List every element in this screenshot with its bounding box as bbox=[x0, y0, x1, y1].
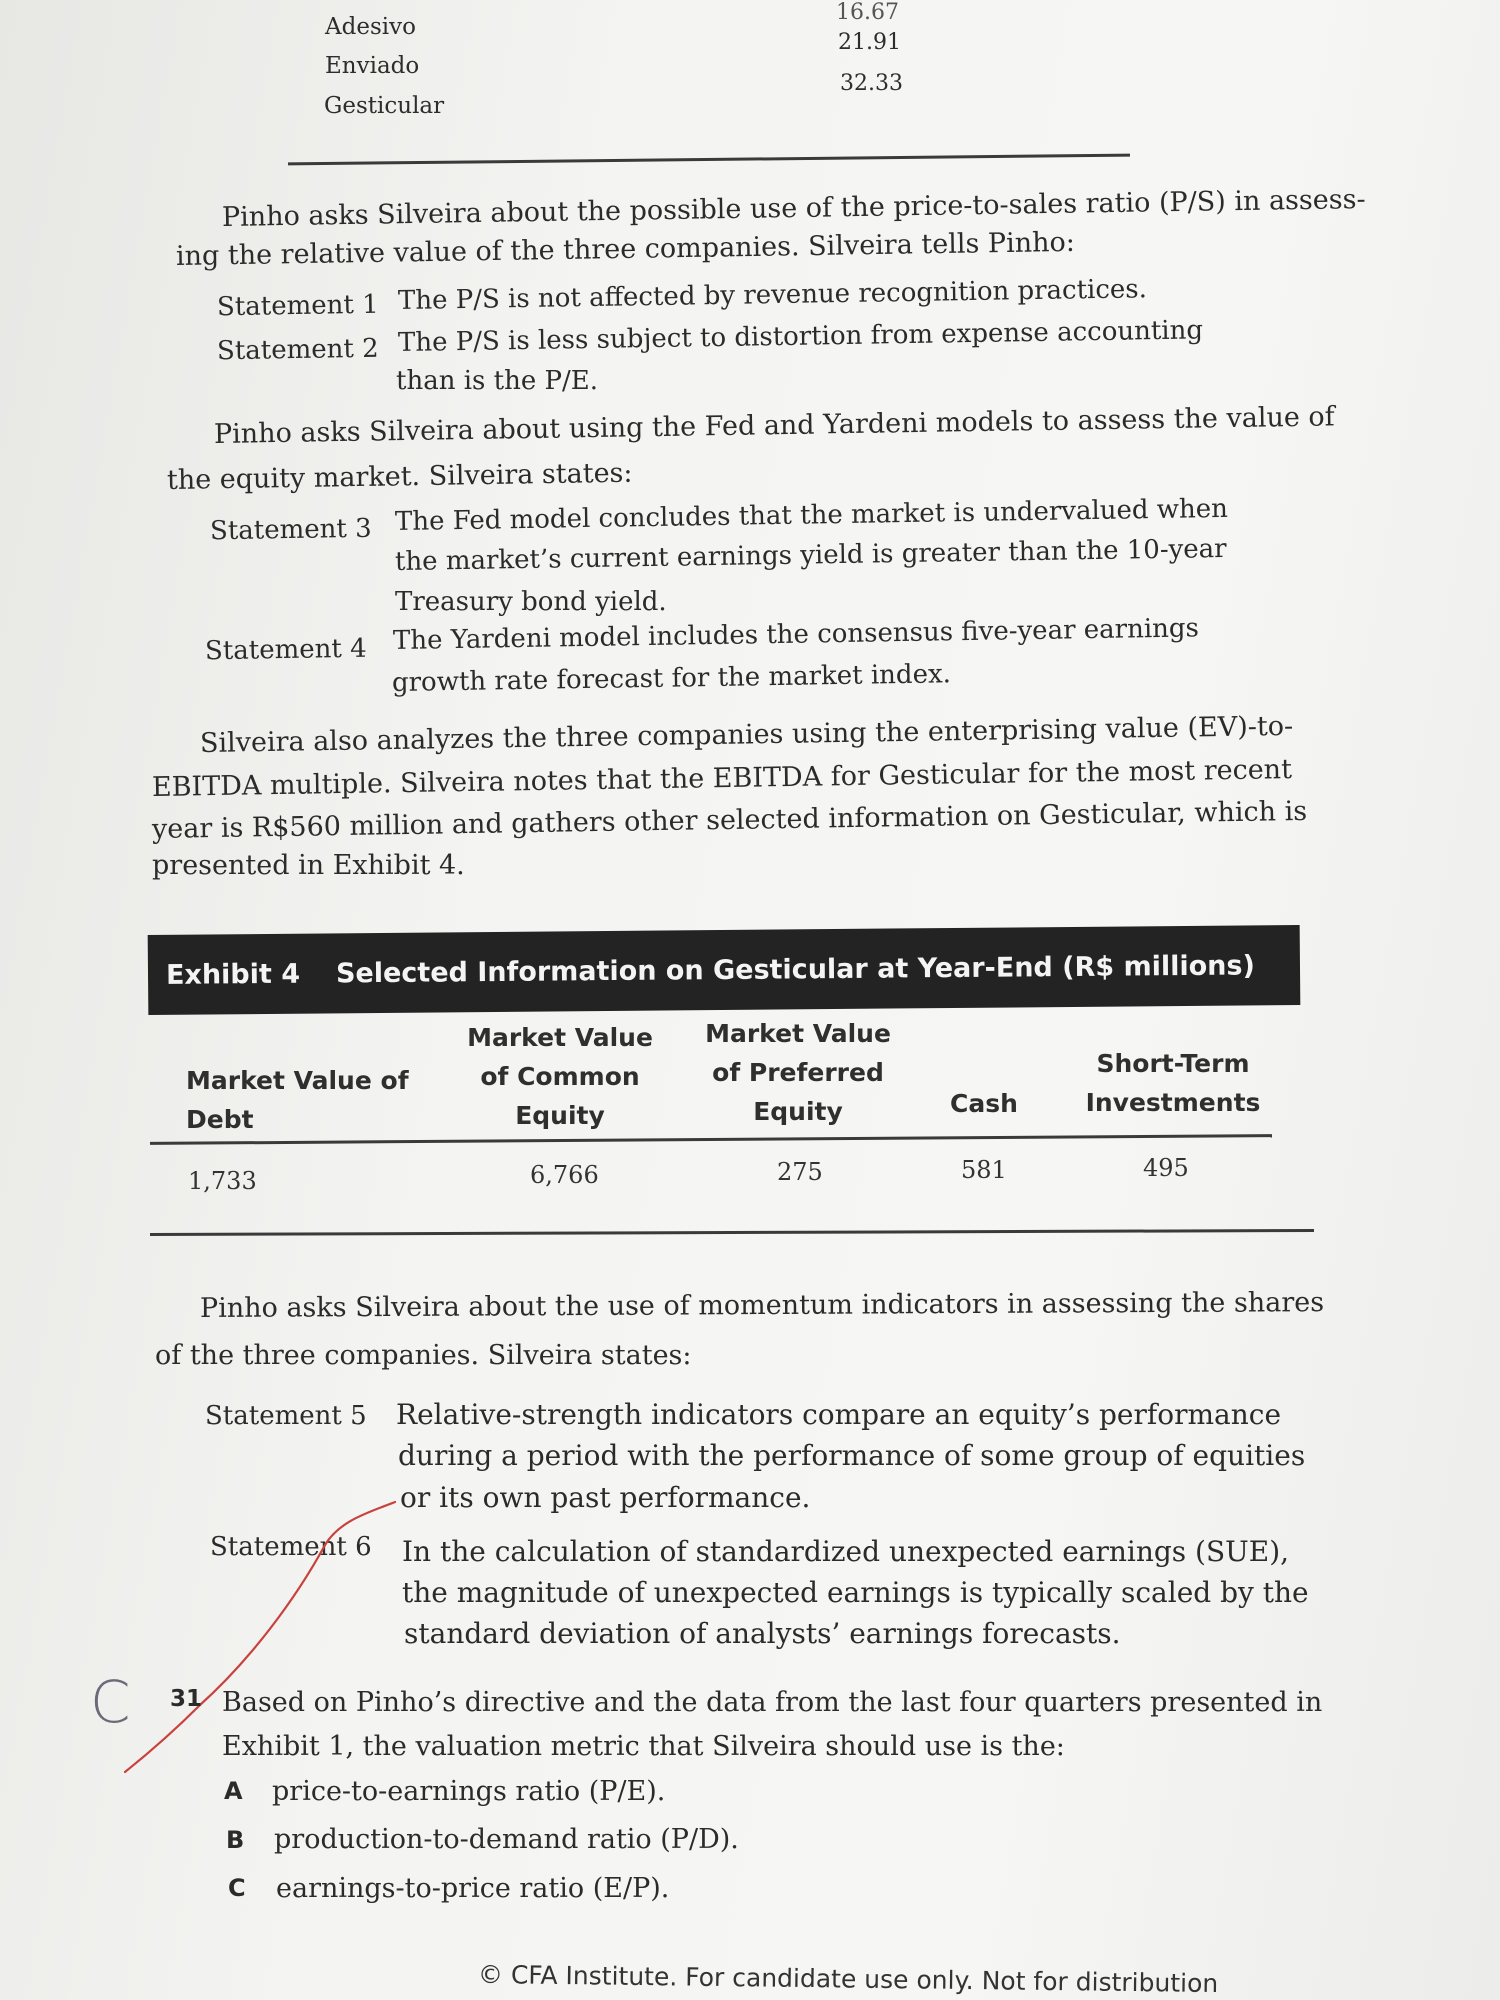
statement-label: Statement 2 bbox=[216, 333, 379, 367]
column-header-debt bbox=[186, 1061, 409, 1139]
statement-text: In the calculation of standardized unexpected earnings (SUE), bbox=[402, 1535, 1290, 1568]
handwritten-answer-mark: C bbox=[90, 1668, 131, 1736]
paragraph-line: Silveira also analyzes the three companies using the enterprising value (EV)-to- bbox=[199, 710, 1294, 759]
statement-text: The P/S is less subject to distortion from expense accounting bbox=[397, 315, 1204, 358]
header-line: Market Value of bbox=[186, 1066, 409, 1095]
top-table-row-name: Gesticular bbox=[324, 93, 445, 119]
statement-text: Relative-strength indicators compare an equity’s performance bbox=[396, 1398, 1282, 1431]
header-line: of Common bbox=[480, 1062, 640, 1091]
question-number: 31 bbox=[170, 1686, 203, 1712]
statement-text: The Fed model concludes that the market is undervalued when bbox=[394, 493, 1229, 537]
cell-short-term-investments: 495 bbox=[1143, 1154, 1189, 1182]
option-text[interactable]: earnings-to-price ratio (E/P). bbox=[276, 1873, 670, 1904]
statement-text: The P/S is not affected by revenue recognition practices. bbox=[397, 274, 1148, 316]
paragraph-line: of the three companies. Silveira states: bbox=[155, 1340, 692, 1371]
paragraph-line: EBITDA multiple. Silveira notes that the EBITDA for Gesticular for the most recent bbox=[151, 754, 1293, 803]
statement-text: growth rate forecast for the market index. bbox=[391, 659, 952, 698]
header-line: Cash bbox=[950, 1089, 1018, 1118]
header-line: Equity bbox=[515, 1101, 605, 1130]
cell-common-equity: 6,766 bbox=[530, 1161, 599, 1189]
paragraph-line: the equity market. Silveira states: bbox=[166, 457, 633, 496]
statement-text: the magnitude of unexpected earnings is typically scaled by the bbox=[402, 1576, 1309, 1609]
paragraph-line: Pinho asks Silveira about the use of momentum indicators in assessing the shares bbox=[199, 1287, 1325, 1324]
statement-text: standard deviation of analysts’ earnings forecasts. bbox=[404, 1617, 1121, 1650]
statement-label: Statement 3 bbox=[209, 513, 372, 547]
statement-text: than is the P/E. bbox=[396, 366, 598, 396]
cell-cash: 581 bbox=[961, 1156, 1007, 1184]
statement-label: Statement 1 bbox=[216, 289, 379, 323]
cell-debt: 1,733 bbox=[188, 1167, 257, 1195]
header-line: Equity bbox=[753, 1097, 843, 1126]
column-header-cash bbox=[950, 1084, 1018, 1123]
statement-text: the market’s current earnings yield is greater than the 10-year bbox=[394, 533, 1227, 577]
header-line: of Preferred bbox=[712, 1058, 884, 1087]
exhibit-title-bar bbox=[148, 925, 1301, 1015]
option-letter: C bbox=[228, 1874, 246, 1902]
statement-text: Treasury bond yield. bbox=[395, 587, 667, 617]
statement-text: or its own past performance. bbox=[400, 1481, 811, 1514]
column-header-preferred-equity bbox=[698, 1014, 898, 1131]
header-line: Short-Term bbox=[1096, 1049, 1250, 1078]
top-table-row-value: 32.33 bbox=[840, 71, 903, 96]
header-line: Market Value bbox=[705, 1019, 891, 1048]
copyright-footer: © CFA Institute. For candidate use only. Not for distribution bbox=[477, 1960, 1219, 1999]
exhibit-bottom-rule bbox=[150, 1229, 1314, 1236]
paragraph-line: ing the relative value of the three companies. Silveira tells Pinho: bbox=[175, 226, 1076, 272]
paragraph-line: Pinho asks Silveira about using the Fed and Yardeni models to assess the value of bbox=[213, 401, 1335, 450]
column-header-short-term-investments bbox=[1078, 1044, 1268, 1122]
table-bottom-rule bbox=[288, 154, 1130, 166]
option-letter: A bbox=[224, 1777, 243, 1805]
question-text-line: Based on Pinho’s directive and the data from the last four quarters presented in bbox=[222, 1687, 1323, 1718]
header-line: Market Value bbox=[467, 1023, 653, 1052]
question-text-line: Exhibit 1, the valuation metric that Silveira should use is the: bbox=[222, 1731, 1065, 1762]
paragraph-line: presented in Exhibit 4. bbox=[152, 850, 465, 881]
statement-text: The Yardeni model includes the consensus five-year earnings bbox=[392, 613, 1200, 656]
paragraph-line: Pinho asks Silveira about the possible use of the price-to-sales ratio (P/S) in assess- bbox=[221, 184, 1366, 233]
exhibit-number: Exhibit 4 bbox=[165, 958, 301, 991]
top-table-row-name: Adesivo bbox=[325, 14, 416, 40]
column-header-common-equity bbox=[460, 1018, 660, 1135]
statement-label: Statement 6 bbox=[210, 1532, 372, 1562]
statement-label: Statement 4 bbox=[204, 633, 367, 667]
statement-label: Statement 5 bbox=[205, 1401, 367, 1431]
cell-preferred-equity: 275 bbox=[777, 1158, 823, 1186]
statement-text: during a period with the performance of some group of equities bbox=[398, 1439, 1306, 1472]
top-table-row-value: 21.91 bbox=[838, 30, 901, 55]
option-letter: B bbox=[226, 1826, 245, 1854]
option-text[interactable]: production-to-demand ratio (P/D). bbox=[274, 1824, 739, 1855]
header-line: Debt bbox=[186, 1105, 254, 1134]
paragraph-line: year is R$560 million and gathers other selected information on Gesticular, which is bbox=[151, 795, 1308, 845]
header-line: Investments bbox=[1085, 1088, 1261, 1117]
option-text[interactable]: price-to-earnings ratio (P/E). bbox=[272, 1776, 666, 1807]
top-table-row-name: Enviado bbox=[325, 53, 420, 79]
top-table-row-value: 16.67 bbox=[836, 0, 899, 25]
exhibit-title: Selected Information on Gesticular at Year-End (R$ millions) bbox=[335, 949, 1255, 989]
